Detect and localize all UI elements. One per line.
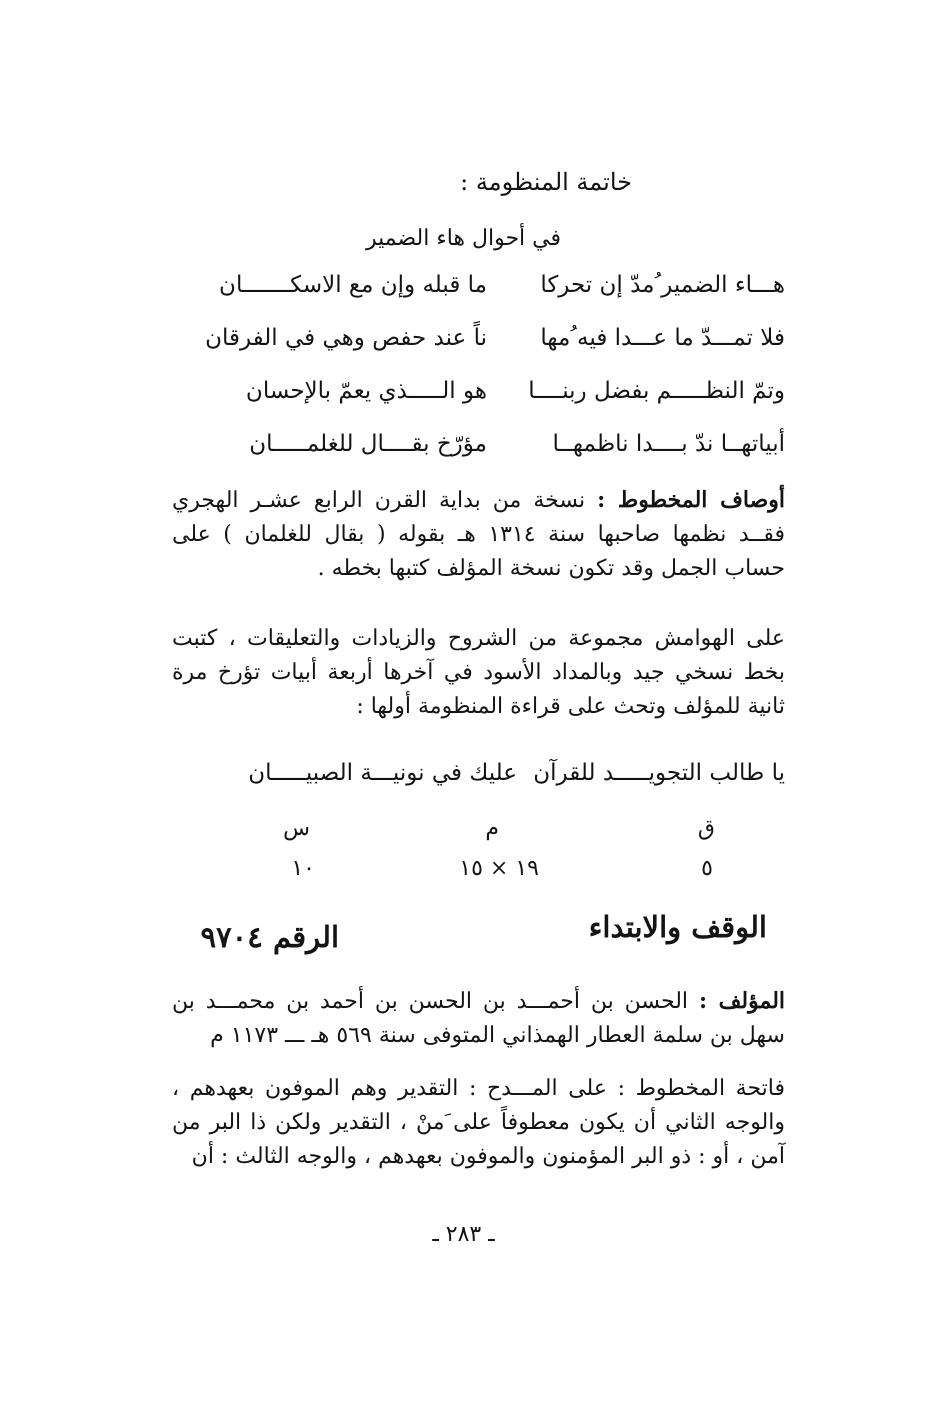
verse-hemistich-first: أبياتهــا ندّ بــــدا ناظمهــا [552, 431, 785, 457]
table-header-lines: س [283, 816, 310, 841]
verse-hemistich-first: فلا تمـــدّ ما عـــدا فيه ُمها [540, 325, 785, 351]
verse-hemistich-second: ناً عند حفص وهي في الفرقان [205, 325, 487, 351]
verse-hemistich-first: هـــاء الضمير ُمدّ إن تحركا [540, 272, 785, 298]
verse-row [190, 325, 785, 369]
verse-hemistich-first: وتمّ النظـــــم بفضل ربنــــا [528, 378, 785, 404]
verse-hemistich-second: هو الـــــذي يعمّ بالإحسان [245, 378, 487, 404]
verse-hemistich-second: عليك في نونيـــة الصبيـــــان [248, 760, 517, 786]
author-text: الحسن بن أحمـــد بن الحسن بن أحمد بن محمـــد بن سهل بن سلمة العطار الهمذاني المتوفى سنة ٥٦٩ هـ ـــ ١١٧٣ م [172, 989, 785, 1048]
table-value-size: ١٩ × ١٥ [459, 856, 539, 881]
table-header-size: م [485, 816, 499, 841]
manuscript-description [172, 483, 785, 586]
verse-row [190, 272, 785, 316]
opening-label: فاتحة المخطوط : [617, 1076, 786, 1101]
description-label: أوصاف المخطوط : [597, 487, 785, 513]
section-title-waqf: الوقف والابتداء [588, 910, 767, 944]
opening-text: على المـــدح : التقدير وهم الموفون بعهدهم ، والوجه الثاني أن يكون معطوفاً على َمنْ ، التقدير ولكن ذا البر من آمن ، أو : ذو البر المؤمنون والموفون بعهدهم ، والوجه الثالث : أن [172, 1076, 785, 1169]
manuscript-opening [172, 1072, 785, 1174]
page-number: ـ ٢٨٣ ـ [432, 1222, 495, 1247]
author-info [172, 984, 785, 1053]
author-label: المؤلف : [698, 988, 786, 1014]
verse-hemistich-second: ما قبله وإن مع الاسكـــــــان [219, 272, 487, 298]
description-text: نسخة من بداية القرن الرابع عشـر الهجري فقــد نظمها صاحبها سنة ١٣١٤ هـ بقوله ( بقال للغلمان ) على حساب الجمل وقد تكون نسخة المؤلف كتبها بخطه . [172, 488, 785, 581]
verse-hemistich-second: مؤرّخ بقــــال للغلمـــــان [249, 431, 487, 457]
verse-hemistich-first: يا طالب التجويـــــد للقرآن [533, 760, 785, 786]
manuscript-number: الرقم ٩٧٠٤ [200, 920, 339, 954]
table-header-pages: ق [697, 816, 715, 841]
section-subtitle: في أحوال هاء الضمير [365, 226, 562, 251]
margins-note: على الهوامش مجموعة من الشروح والزيادات والتعليقات ، كتبت بخط نسخي جيد وبالمداد الأسود في آخرها أربعة أبيات تؤرخ مرة ثانية للمؤلف وتحث على قراءة المنظومة أولها : [172, 626, 785, 719]
table-value-lines: ١٠ [291, 856, 315, 881]
section-title-closing: خاتمة المنظومة : [460, 168, 632, 196]
verse-row [190, 378, 785, 422]
closing-verse [190, 760, 785, 804]
verse-row [190, 431, 785, 475]
table-value-pages: ٥ [701, 856, 713, 881]
